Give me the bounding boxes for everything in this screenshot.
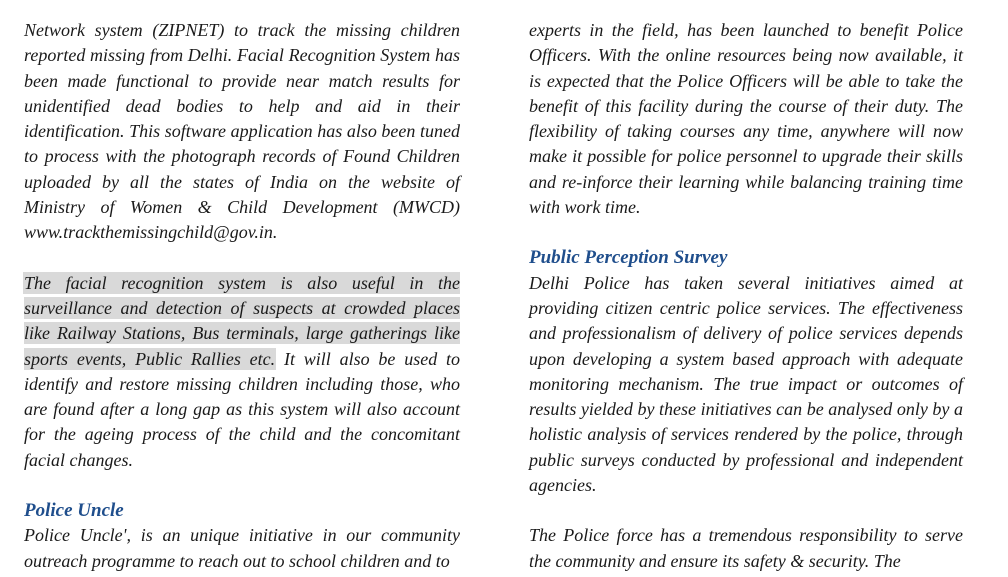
left-column xyxy=(24,18,460,574)
zipnet-paragraph: Network system (ZIPNET) to track the missing children reported missing from Delhi. Facial Recognition System has been made functional to provide near match results for unidentified dead bodies to help and aid in their identification. This software application has also been tuned to process with the photograph records of Found Children uploaded by all the states of India on the website of Ministry of Women & Child Development (MWCD) www.trackthemissingchild@gov.in. xyxy=(24,20,460,243)
highlighted-text[interactable]: The facial recognition system is also useful in the surveillance and detection of suspects at crowded places like Railway Stations, Bus terminals, large gatherings like sports events, Public Rallies etc. xyxy=(24,272,460,369)
paragraph-gap xyxy=(24,246,460,271)
paragraph-gap xyxy=(24,473,460,498)
paragraph-gap xyxy=(529,220,963,245)
paragraph-gap xyxy=(529,498,963,523)
facial-recognition-paragraph xyxy=(24,271,460,473)
section-heading-police-uncle: Police Uncle xyxy=(24,500,124,522)
survey-paragraph: Delhi Police has taken several initiatives aimed at providing citizen centric police services. The effectiveness and professionalism of delivery of police services depends upon developing a system based approach with adequate monitoring mechanism. The true impact or outcomes of results yielded by these initiatives can be analysed only by a holistic analysis of services rendered by the police, through public surveys conducted by professional and independent agencies. xyxy=(529,272,963,496)
paragraph-text: It will also be used to identify and restore missing children including those, who are found after a long gap as this system will also account for the ageing process of the child and the concomitant facial changes. xyxy=(24,348,460,470)
right-column xyxy=(529,18,963,574)
online-courses-paragraph: experts in the field, has been launched to benefit Police Officers. With the online resources being now available, it is expected that the Police Officers will be able to take the benefit of this facility during the course of their duty. The flexibility of taking courses any time, anywhere will now make it possible for police personnel to upgrade their skills and re-inforce their learning while balancing training time with work time. xyxy=(529,20,963,218)
police-force-paragraph: The Police force has a tremendous responsibility to serve the community and ensure its safety & security. The xyxy=(529,525,963,571)
police-uncle-paragraph: Police Uncle', is an unique initiative in our community outreach programme to reach out to school children and to xyxy=(24,525,460,571)
section-heading-public-perception-survey: Public Perception Survey xyxy=(529,247,728,269)
